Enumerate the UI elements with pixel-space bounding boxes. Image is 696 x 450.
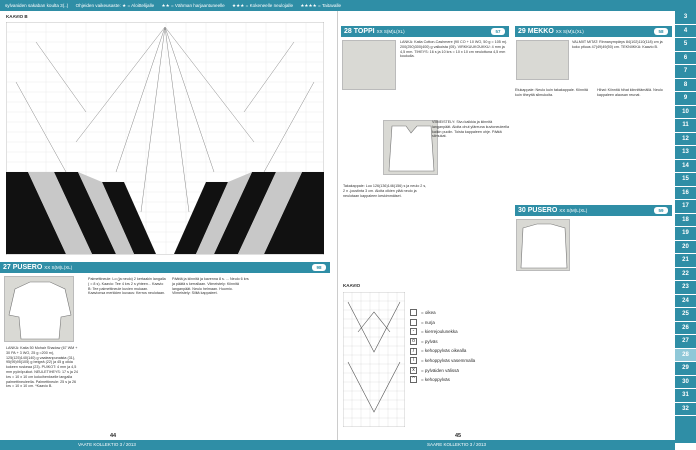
legend-item (410, 375, 475, 385)
footer-right: SAARE KOLLEKTIO 3 / 2013 (427, 442, 487, 447)
topbar-item: ★★ = Vähman harjaantuneelle (161, 3, 225, 8)
chapter-tab-6[interactable]: 6 (675, 52, 696, 66)
legend-text: = pylväiden välissä (421, 367, 459, 373)
bottom-bar (0, 433, 675, 450)
pusero-schematic (516, 219, 570, 271)
kaavio-label: KAAVIO (343, 283, 361, 288)
text-column: VIIMEISTELY: Sivu kaikkia ja kiinnitä langanpäät. Aloita ohut yläreuna kuvioneuleella kaikin puolin. Toista kappaleen ohje. Päätä silmukat. (432, 120, 510, 139)
section-title: PUSERO (527, 207, 558, 214)
chapter-tab-21[interactable]: 21 (675, 254, 696, 268)
chapter-tab-24[interactable]: 24 (675, 295, 696, 309)
section-header-30 (515, 205, 672, 216)
chapter-tab-28[interactable]: 28 (675, 349, 696, 363)
text-column: VALMIIT MITAT: Rinnanympärys 84(102)110(118) cm ja koko pituus 47(49)49(50) cm. TEKNIIKKA: Kaavio B. (572, 40, 663, 49)
legend-symbol: x (410, 367, 417, 374)
section-sizes: XX S(M)L(XL) (559, 208, 588, 213)
legend-symbol: \ (410, 357, 417, 364)
text-column: Palmettineule: Lo (ja neulo) 2 kertaakin langalla ( = 8 s). Kaavio: Tee 4 krs 2 s yhteen... Kaavio B: Tee palmettineule kuvien mukaan. Kaavionsa merkkien kuvaus: Kerros neulotaan. (88, 277, 166, 296)
legend-text: = kehoppylväs (421, 377, 450, 383)
top-photo (342, 40, 396, 90)
chapter-tab-8[interactable]: 8 (675, 79, 696, 93)
legend-item (410, 337, 475, 347)
topbar-item: Ohjeiden vaikeusaste: ★ = Aloittelijalle (75, 3, 155, 8)
top-schematic (383, 120, 438, 175)
topbar-item: sylvaniden sakaban koulta 3(..) (5, 3, 69, 8)
sweater-schematic (4, 276, 74, 342)
chapter-tab-14[interactable]: 14 (675, 160, 696, 174)
chapter-tab-23[interactable]: 23 (675, 281, 696, 295)
section-header-27 (0, 262, 330, 273)
legend-symbol (410, 319, 417, 326)
page-number-right: 45 (455, 433, 462, 439)
knitting-chart (6, 22, 324, 255)
page-badge: 57 (491, 28, 505, 35)
text-column: Hihat: Kiinnitä hihat kiinnittämällä. Neulo kappaleen alaosan reunat. (597, 88, 663, 97)
chapter-tab-11[interactable]: 11 (675, 119, 696, 133)
chapter-tab-7[interactable]: 7 (675, 65, 696, 79)
topbar-item: ★★★ = Kokeneelle neulojalle (232, 3, 294, 8)
chapter-tab-4[interactable]: 4 (675, 25, 696, 39)
chapter-tab-29[interactable]: 29 (675, 362, 696, 376)
lace-chart (343, 292, 405, 427)
page-badge: 98 (312, 264, 326, 271)
legend-item (410, 366, 475, 376)
chapter-tab-25[interactable]: 25 (675, 308, 696, 322)
legend-item (410, 356, 475, 366)
section-title: TOPPI (353, 28, 375, 35)
chapter-tab-26[interactable]: 26 (675, 322, 696, 336)
legend-item (410, 327, 475, 337)
section-number: 29 (518, 28, 526, 35)
chapter-tab-18[interactable]: 18 (675, 214, 696, 228)
legend-text: = kehoppylväs oikealla (421, 348, 467, 354)
page-number-left: 44 (110, 433, 117, 439)
topbar-item: ★★★★ = Taitavalle (300, 3, 342, 8)
section-header-28 (341, 26, 509, 37)
legend-symbol: / (410, 348, 417, 355)
page-divider (337, 11, 338, 440)
chapter-tab-17[interactable]: 17 (675, 200, 696, 214)
legend-text: = pylväs (421, 338, 438, 344)
section-number: 30 (518, 207, 526, 214)
chapter-tab-19[interactable]: 19 (675, 227, 696, 241)
text-column: LANKA: Katia 50 Mohair Shadow (67 WM + 30 PA + 3 WO, 25 g =200 m), 125(125)140(140) g vaaleanpunaista (31), 95(95)95(105) g beigeä (22) ja 45 g oikia kokeen ruskeaa (23). PUIKOT: 4 mm ja 4,5 mm pyöröpuikot. NEULETIHEYS: 17 s ja 24 krs = 10 x 10 cm kokoihenkselle langalla palmettineuleella. Palmettineule: 25 s ja 26 krs = 10 x 10 cm. *Kaavio B. (6, 346, 78, 389)
legend-symbol (410, 309, 417, 316)
text-column: Etukappale: Neulo kuin takakappale. Kiinnitä kuin tiheyttä silmukoita. (515, 88, 588, 97)
legend-item (410, 308, 475, 318)
section-header-29 (515, 26, 672, 37)
section-title: PUSERO (12, 264, 43, 271)
top-bar (0, 0, 696, 11)
section-sizes: XX S(M)L(XL) (376, 29, 405, 34)
page-badge: 58 (654, 28, 668, 35)
chapter-tab-12[interactable]: 12 (675, 133, 696, 147)
chapter-tab-10[interactable]: 10 (675, 106, 696, 120)
chapter-tab-9[interactable]: 9 (675, 92, 696, 106)
chapter-tab-31[interactable]: 31 (675, 389, 696, 403)
chapter-tab-13[interactable]: 13 (675, 146, 696, 160)
legend-symbol: o (410, 338, 417, 345)
chapter-tab-15[interactable]: 15 (675, 173, 696, 187)
text-column: Päättä ja kiinnitä ja kavenna 8 s. ... Neulo 6 krs ja päätä s kerrallaan. Viimeistely: Kiinnitä langanpäät. Neulo helmaan. Huomio. Viimeistely: Silitä kappaleet. (172, 277, 249, 296)
chart-label: KAAVIO B (6, 14, 28, 19)
chart-legend (410, 308, 475, 385)
legend-item (410, 346, 475, 356)
legend-text: = oikea (421, 310, 436, 315)
footer-left: VAATE KOLLEKTIO 3 / 2013 (78, 442, 136, 447)
section-title: MEKKO (527, 28, 554, 35)
chapter-tab-27[interactable]: 27 (675, 335, 696, 349)
chapter-tab-3[interactable]: 3 (675, 11, 696, 25)
legend-item (410, 318, 475, 328)
legend-symbol: ^ (410, 376, 417, 383)
chapter-tab-16[interactable]: 16 (675, 187, 696, 201)
section-number: 28 (344, 28, 352, 35)
section-sizes: XX S(M)L(XL) (555, 29, 584, 34)
legend-symbol: - (410, 328, 417, 335)
chapter-tab-32[interactable]: 32 (675, 403, 696, 417)
legend-text: = kehoppylväs vasemmalla (421, 357, 476, 363)
chapter-tab-5[interactable]: 5 (675, 38, 696, 52)
chapter-tab-22[interactable]: 22 (675, 268, 696, 282)
text-column: LANKA: Katia Cotton-Cashmere (90 CO + 10 WO, 50 g = 105 m). 200(250)300(400) g valkoista (05). VIRKKUUKOUKKU: 4 mm ja 4,5 mm. TIHEYS: 16 s ja 10 krs = 10 x 10 cm neulottuna 4,5 mm koukulla. (400, 40, 508, 59)
section-sizes: XX S(M)L(XL) (44, 265, 73, 270)
legend-text: = nurja (421, 319, 435, 325)
dress-photo (516, 40, 569, 80)
page-badge: 59 (654, 207, 668, 214)
chapter-tabs (675, 11, 696, 443)
text-column: Takakappale: Luo 126(136)146(156) s ja neulo 2 s, 2 n -joustinta 3 cm. Aloita olkien ylää neulo ja neulotaan kappaleen keskimmäiset. (343, 184, 427, 198)
legend-text: = kierrejoulunekka (421, 329, 458, 335)
section-number: 27 (3, 264, 11, 271)
chapter-tab-20[interactable]: 20 (675, 241, 696, 255)
chapter-tab-30[interactable]: 30 (675, 376, 696, 390)
